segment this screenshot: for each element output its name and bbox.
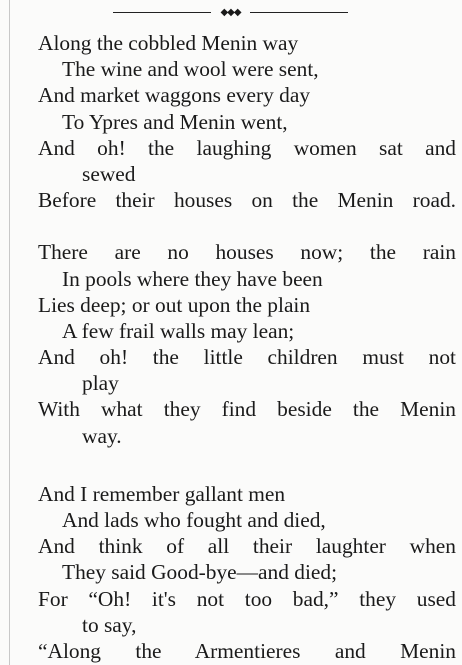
poem-line: Lies deep; or out upon the plain [38, 292, 311, 317]
poem-line: to say, [82, 612, 137, 637]
poem-line: And I remember gallant men [38, 481, 286, 506]
poem-line: play [82, 371, 119, 396]
stanza [38, 239, 456, 449]
poem-line: For “Oh! it's not too bad,” they used [38, 586, 456, 611]
poem-line: There are no houses now; the rain [38, 240, 456, 265]
poem-line: Along the cobbled Menin way [38, 31, 299, 55]
poem-line: With what they find beside the Menin [38, 397, 456, 422]
poem-line: They said Good-bye—and died; [62, 560, 338, 585]
poem-line: “Along the Armentieres and Menin [38, 638, 456, 663]
diamond-ornament-icon: ◆◆◆ [220, 7, 241, 18]
stanza-gap [38, 213, 456, 239]
stanza-gap [38, 449, 456, 481]
poem-line: Before their houses on the Menin road. [38, 188, 456, 213]
poem-line: And oh! the little children must not [38, 345, 456, 370]
stanza [38, 30, 456, 213]
column-rule [9, 0, 10, 665]
divider-line-right [250, 12, 348, 13]
poem-line: way. [82, 423, 122, 448]
poem-line: And oh! the laughing women sat and [38, 135, 456, 160]
ornamental-divider [113, 6, 348, 20]
poem-line: A few frail walls may lean; [62, 318, 295, 343]
poem-line: The wine and wool were sent, [62, 57, 319, 82]
divider-line-left [113, 12, 211, 13]
stanza [38, 481, 456, 664]
poem-line: In pools where they have been [62, 266, 323, 291]
poem-line: sewed [82, 161, 136, 186]
poem-line: To Ypres and Menin went, [62, 109, 288, 134]
poem-body [38, 30, 456, 664]
poem-line: And lads who fought and died, [62, 508, 326, 532]
poem-line: And think of all their laughter when [38, 534, 456, 559]
poem-line: And market waggons every day [38, 83, 311, 108]
